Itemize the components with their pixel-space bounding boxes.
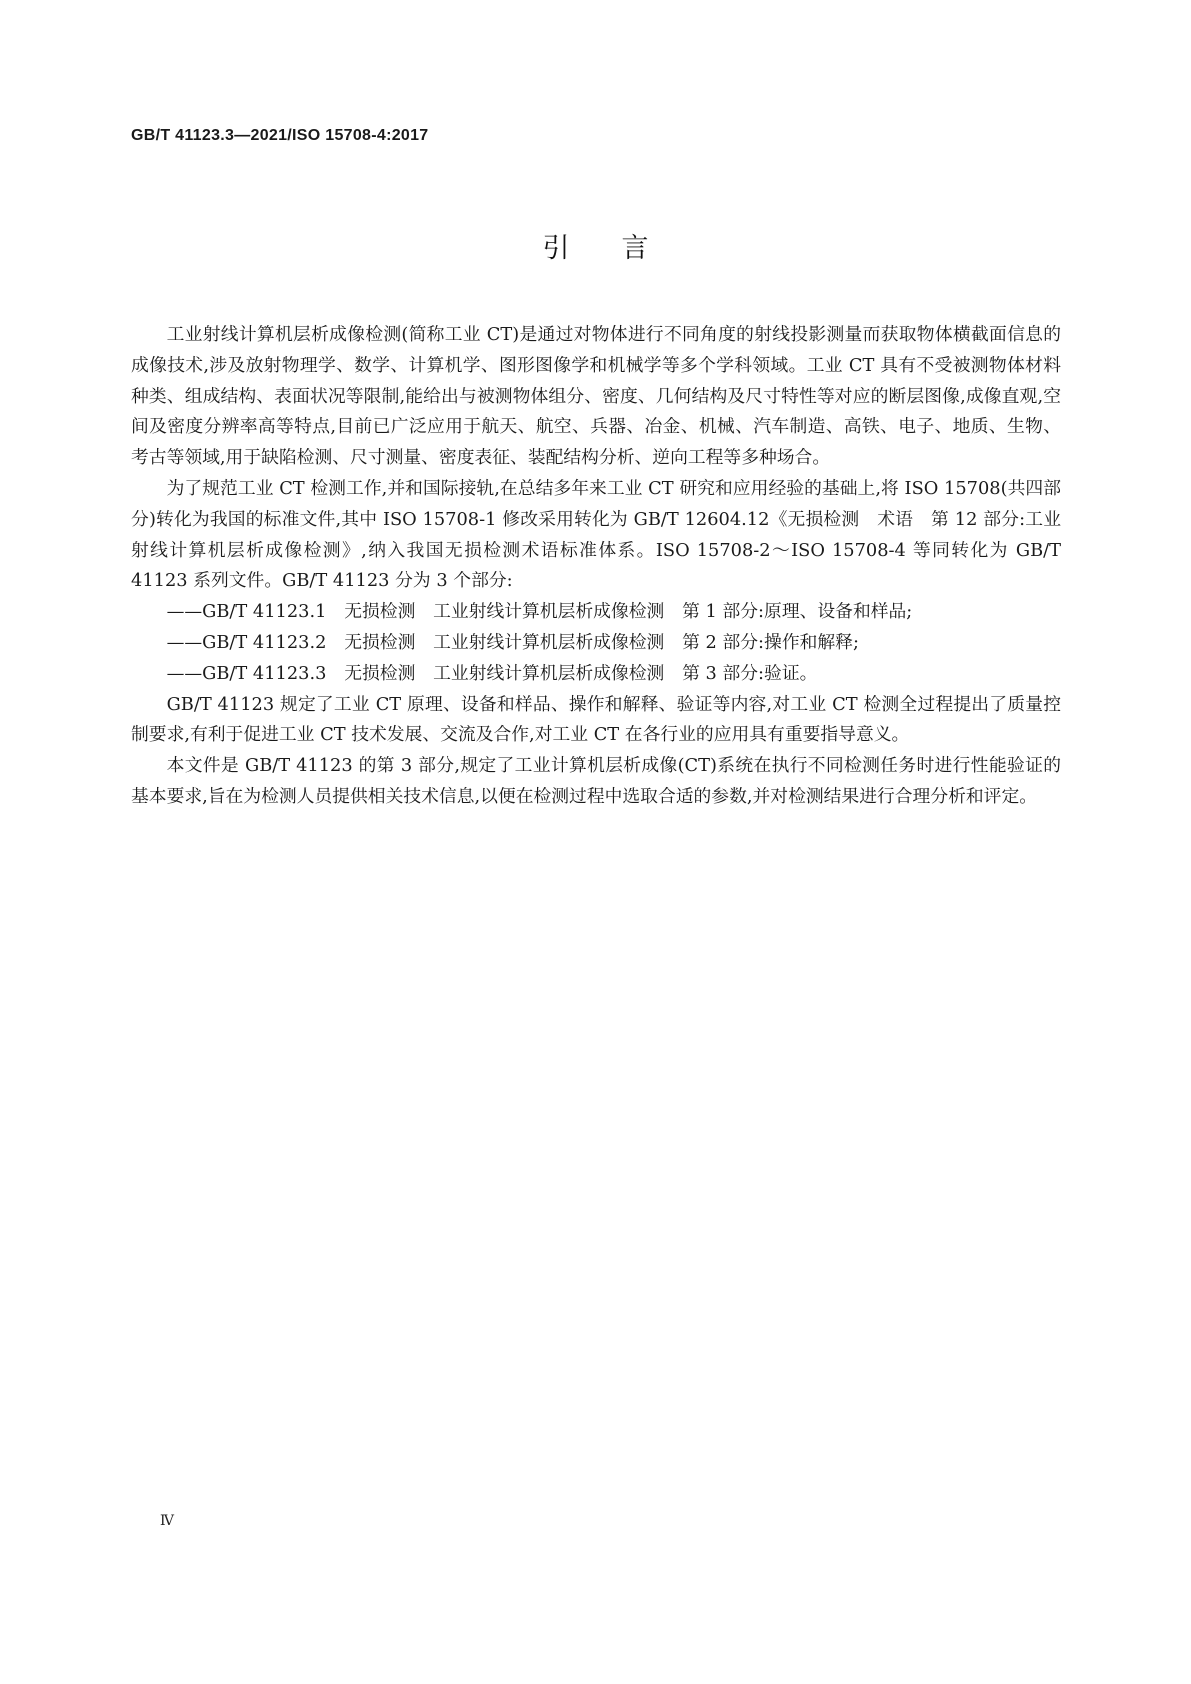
paragraph-4: 本文件是 GB/T 41123 的第 3 部分,规定了工业计算机层析成像(CT)系统在执行不同检测任务时进行性能验证的基本要求,旨在为检测人员提供相关技术信息,以便在检测过程中选取合适的参数,并对检测结果进行合理分析和评定。 (131, 755, 1061, 807)
paragraph-3: GB/T 41123 规定了工业 CT 原理、设备和样品、操作和解释、验证等内容,对工业 CT 检测全过程提出了质量控制要求,有利于促进工业 CT 技术发展、交流及合作,对工业 CT 在各行业的应用具有重要指导意义。 (131, 693, 1061, 746)
introduction-body (131, 320, 1061, 813)
page-number: Ⅳ (160, 1513, 174, 1529)
paragraph-1: 工业射线计算机层析成像检测(简称工业 CT)是通过对物体进行不同角度的射线投影测量而获取物体横截面信息的成像技术,涉及放射物理学、数学、计算机学、图形图像学和机械学等多个学科领域。工业 CT 具有不受被测物体材料种类、组成结构、表面状况等限制,能给出与被测物体组分、密度、几何结构及尺寸特性等对应的断层图像,成像直观,空间及密度分辨率高等特点,目前已广泛应用于航天、航空、兵器、冶金、机械、汽车制造、高铁、电子、地质、生物、考古等领域,用于缺陷检测、尺寸测量、密度表征、装配结构分析、逆向工程等多种场合。 (131, 324, 1061, 469)
document-number-header: GB/T 41123.3—2021/ISO 15708-4:2017 (131, 127, 429, 144)
list-item-part-3: ——GB/T 41123.3 无损检测 工业射线计算机层析成像检测 第 3 部分:验证。 (166, 662, 818, 684)
paragraph-2: 为了规范工业 CT 检测工作,并和国际接轨,在总结多年来工业 CT 研究和应用经验的基础上,将 ISO 15708(共四部分)转化为我国的标准文件,其中 ISO 15708-1 修改采用转化为 GB/T 12604.12《无损检测 术语 第 12 部分:工业射线计算机层析成像检测》,纳入我国无损检测术语标准体系。ISO 15708-2～ISO 15708-4 等同转化为 GB/T 41123 系列文件。GB/T 41123 分为 3 个部分: (131, 477, 1061, 592)
list-item-part-1: ——GB/T 41123.1 无损检测 工业射线计算机层析成像检测 第 1 部分:原理、设备和样品; (166, 601, 913, 623)
section-title: 引言 (542, 233, 701, 264)
list-item-part-2: ——GB/T 41123.2 无损检测 工业射线计算机层析成像检测 第 2 部分:操作和解释; (166, 631, 859, 653)
